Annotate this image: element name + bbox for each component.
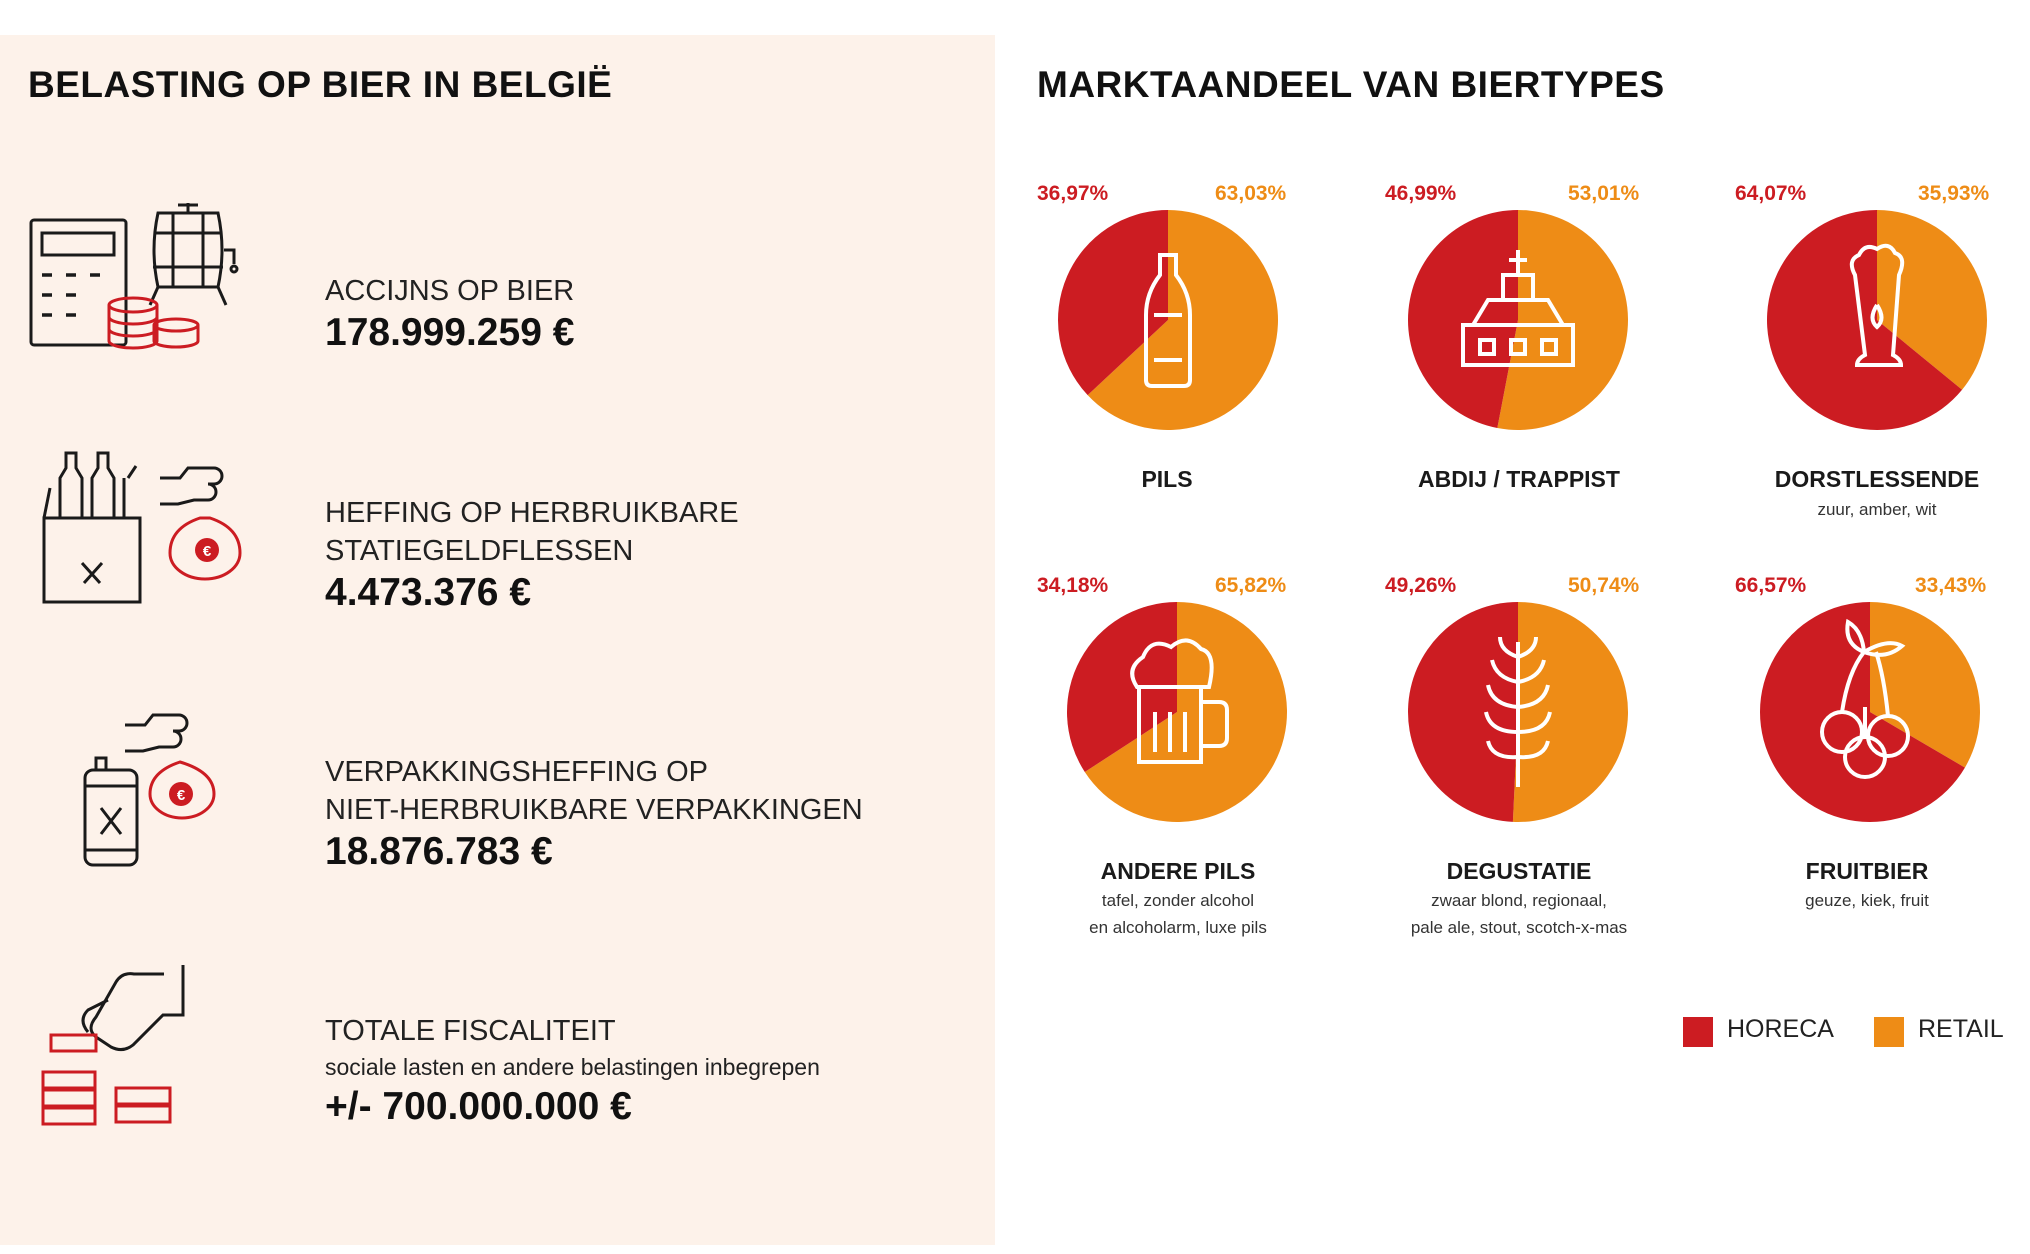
tax-value: 4.473.376 € xyxy=(325,571,532,614)
tax-label: VERPAKKINGSHEFFING OP xyxy=(325,756,708,788)
pct-horeca-degustatie: 49,26% xyxy=(1385,574,1457,597)
pct-retail-degustatie: 50,74% xyxy=(1568,574,1640,597)
tax-label: ACCIJNS OP BIER xyxy=(325,275,575,307)
pie-name-andere-pils: ANDERE PILS xyxy=(1100,858,1256,884)
pie-slice-retail-degustatie xyxy=(1513,602,1628,822)
pie-sub-dorstlessende: zuur, amber, wit xyxy=(1817,500,1937,519)
pie-sub-andere-pils: tafel, zonder alcohol xyxy=(1101,891,1255,910)
pie-sub-fruitbier: geuze, kiek, fruit xyxy=(1805,891,1929,910)
tax-sub: sociale lasten en andere belastingen inbegrepen xyxy=(325,1054,820,1080)
pie-name-pils: PILS xyxy=(1141,466,1193,492)
pie-slice-horeca-degustatie xyxy=(1408,602,1518,822)
svg-text:€: € xyxy=(202,543,212,560)
tax-label: TOTALE FISCALITEIT xyxy=(325,1015,616,1047)
pct-horeca-dorstlessende: 64,07% xyxy=(1735,182,1807,205)
legend-swatch-retail xyxy=(1874,1017,1904,1047)
legend-label-horeca: HORECA xyxy=(1727,1015,1834,1043)
pct-horeca-abdij: 46,99% xyxy=(1385,182,1457,205)
tax-value: 178.999.259 € xyxy=(325,311,575,354)
tax-title: BELASTING OP BIER IN BELGIË xyxy=(28,64,613,105)
pie-sub-degustatie: pale ale, stout, scotch-x-mas xyxy=(1410,918,1628,937)
pct-retail-fruitbier: 33,43% xyxy=(1915,574,1987,597)
pct-retail-abdij: 53,01% xyxy=(1568,182,1640,205)
tax-label: HEFFING OP HERBRUIKBARE xyxy=(325,497,739,529)
pct-retail-dorstlessende: 35,93% xyxy=(1918,182,1990,205)
market-share-title: MARKTAANDEEL VAN BIERTYPES xyxy=(1037,64,1665,105)
pie-name-fruitbier: FRUITBIER xyxy=(1805,858,1929,884)
pct-horeca-pils: 36,97% xyxy=(1037,182,1109,205)
pie-slice-horeca-abdij-trappist xyxy=(1408,210,1518,428)
pct-horeca-andere-pils: 34,18% xyxy=(1037,574,1109,597)
legend-swatch-horeca xyxy=(1683,1017,1713,1047)
svg-text:€: € xyxy=(176,787,186,804)
pie-name-dorstlessende: DORSTLESSENDE xyxy=(1774,466,1980,492)
pie-name-degustatie: DEGUSTATIE xyxy=(1446,858,1592,884)
pct-retail-pils: 63,03% xyxy=(1215,182,1287,205)
pie-name-abdij: ABDIJ / TRAPPIST xyxy=(1418,466,1620,492)
pie-sub-degustatie: zwaar blond, regionaal, xyxy=(1431,891,1607,910)
legend-label-retail: RETAIL xyxy=(1918,1015,2004,1043)
tax-value: +/- 700.000.000 € xyxy=(325,1085,632,1128)
pct-retail-andere-pils: 65,82% xyxy=(1215,574,1287,597)
tax-value: 18.876.783 € xyxy=(325,830,553,873)
pie-sub-andere-pils: en alcoholarm, luxe pils xyxy=(1089,918,1267,937)
pct-horeca-fruitbier: 66,57% xyxy=(1735,574,1807,597)
tax-label: STATIEGELDFLESSEN xyxy=(325,535,634,567)
tax-label: NIET-HERBRUIKBARE VERPAKKINGEN xyxy=(325,794,863,826)
